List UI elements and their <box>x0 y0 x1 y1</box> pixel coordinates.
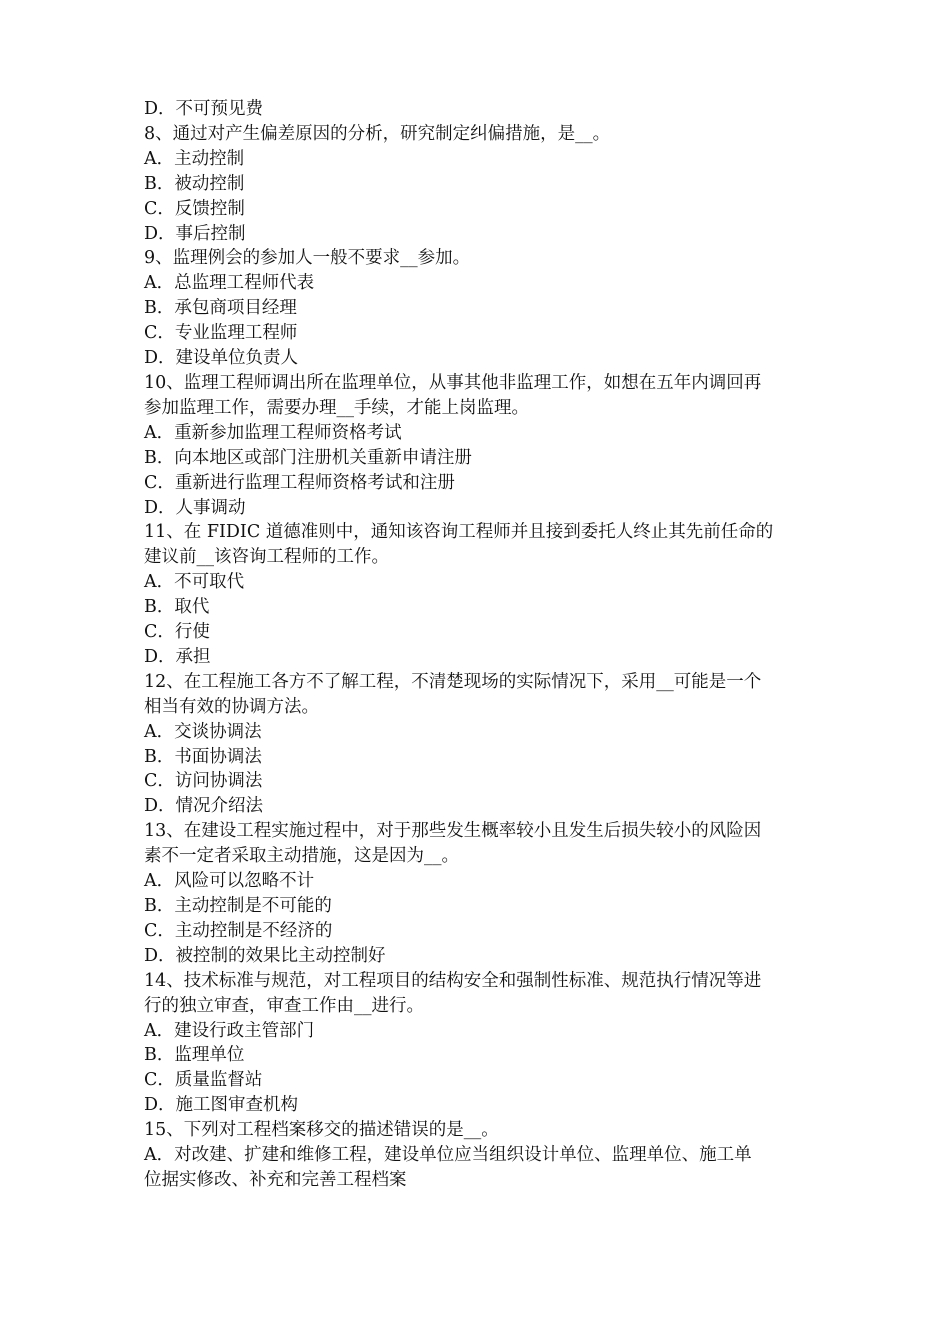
document-page <box>144 97 819 1193</box>
option-d: D．承担 <box>144 646 211 667</box>
question-text: 14、技术标准与规范，对工程项目的结构安全和强制性标准、规范执行情况等进 <box>144 970 762 991</box>
option-a-continued: 位据实修改、补充和完善工程档案 <box>144 1169 407 1190</box>
option-a: A．总监理工程师代表 <box>144 273 315 294</box>
question-10 <box>144 371 819 520</box>
question-14 <box>144 969 819 1118</box>
option-c: C．访问协调法 <box>144 771 263 792</box>
option-a: A．对改建、扩建和维修工程，建设单位应当组织设计单位、监理单位、施工单 <box>144 1145 752 1166</box>
question-text: 8、通过对产生偏差原因的分析，研究制定纠偏措施，是__。 <box>144 123 611 144</box>
question-9 <box>144 246 819 371</box>
option-c: C．专业监理工程师 <box>144 323 298 344</box>
option-a: A．主动控制 <box>144 148 245 169</box>
option-d: D．建设单位负责人 <box>144 348 299 369</box>
option-b: B．主动控制是不可能的 <box>144 896 332 916</box>
option-d: D．人事调动 <box>144 497 246 518</box>
option-b: B．书面协调法 <box>144 746 262 767</box>
option-d: D．施工图审查机构 <box>144 1095 299 1116</box>
question-8 <box>144 122 819 247</box>
question-text-continued: 建议前__该咨询工程师的工作。 <box>144 547 389 568</box>
question-text: 10、监理工程师调出所在监理单位，从事其他非监理工作，如想在五年内调回再 <box>144 372 762 393</box>
option-a: A．不可取代 <box>144 572 245 593</box>
question-11 <box>144 520 819 669</box>
question-text-continued: 相当有效的协调方法。 <box>144 696 319 717</box>
option-c: C．主动控制是不经济的 <box>144 920 333 941</box>
question-text-continued: 行的独立审查，审查工作由__进行。 <box>144 995 424 1016</box>
option-b: B．取代 <box>144 597 210 618</box>
question-15 <box>144 1118 819 1193</box>
option-c: C．质量监督站 <box>144 1070 263 1091</box>
option-a: A．交谈协调法 <box>144 721 262 742</box>
option-c: C．重新进行监理工程师资格考试和注册 <box>144 472 455 493</box>
question-12 <box>144 670 819 819</box>
question-text: 12、在工程施工各方不了解工程，不清楚现场的实际情况下，采用__可能是一个 <box>144 671 762 692</box>
option-c: C．反馈控制 <box>144 198 245 219</box>
question-13 <box>144 819 819 968</box>
option-a: A．建设行政主管部门 <box>144 1020 315 1041</box>
option-b: B．向本地区或部门注册机关重新申请注册 <box>144 447 472 468</box>
option-d: D．情况介绍法 <box>144 796 264 817</box>
question-text: 13、在建设工程实施过程中，对于那些发生概率较小且发生后损失较小的风险因 <box>144 821 762 842</box>
option-d: D．被控制的效果比主动控制好 <box>144 945 386 966</box>
option-a: A．重新参加监理工程师资格考试 <box>144 422 402 443</box>
option-d: D．事后控制 <box>144 223 246 244</box>
question-text: 11、在 FIDIC 道德准则中，通知该咨询工程师并且接到委托人终止其先前任命的 <box>144 522 774 543</box>
option-a: A．风险可以忽略不计 <box>144 871 315 892</box>
option-b: B．承包商项目经理 <box>144 298 297 319</box>
option-b: B．监理单位 <box>144 1045 245 1066</box>
question-text-continued: 参加监理工作，需要办理__手续，才能上岗监理。 <box>144 397 529 418</box>
question-text: 15、下列对工程档案移交的描述错误的是__。 <box>144 1120 499 1141</box>
question-text: 9、监理例会的参加人一般不要求__参加。 <box>144 248 471 269</box>
question-text-continued: 素不一定者采取主动措施，这是因为__。 <box>144 846 459 867</box>
option-d: D．不可预见费 <box>144 99 264 119</box>
option-b: B．被动控制 <box>144 173 245 194</box>
option-c: C．行使 <box>144 622 210 643</box>
